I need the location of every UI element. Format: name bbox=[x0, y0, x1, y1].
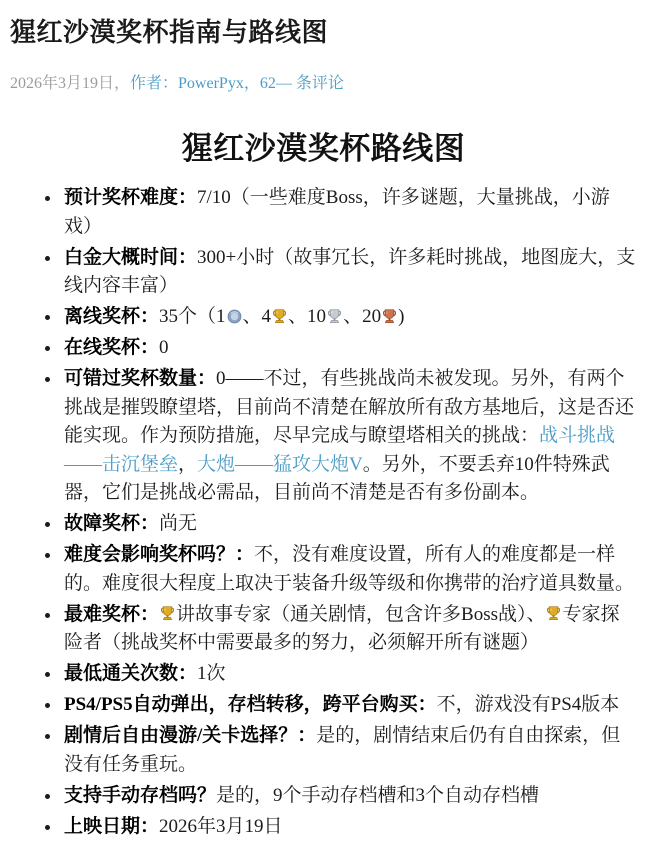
item-text: 7/10（一些难度Boss，许多谜题，大量挑战，小游戏） bbox=[64, 187, 610, 237]
challenge-link[interactable]: 战斗挑战——击沉堡垒 bbox=[64, 425, 616, 475]
item-text: 是的，剧情结束后仍有自由探索，但没有任务重玩。 bbox=[64, 725, 621, 775]
list-item bbox=[62, 691, 637, 720]
list-item bbox=[62, 541, 637, 598]
item-label: 离线奖杯： bbox=[64, 306, 160, 327]
item-text: 专家探险者（挑战奖杯中需要最多的努力，必须解开所有谜题） bbox=[64, 603, 620, 653]
item-text: 1次 bbox=[197, 663, 226, 684]
item-text: ) bbox=[398, 306, 405, 327]
item-label: 白金大概时间： bbox=[64, 246, 198, 268]
list-item bbox=[62, 365, 637, 508]
item-text: 2026年3月19日 bbox=[159, 815, 283, 837]
item-label: 可错过奖杯数量： bbox=[64, 368, 217, 389]
item-text: 、20 bbox=[343, 306, 382, 327]
list-item bbox=[62, 184, 637, 241]
page-title: 猩红沙漠奖杯指南与路线图 bbox=[10, 17, 329, 47]
byline-separator: ， bbox=[243, 75, 260, 92]
item-text: 0 bbox=[159, 337, 169, 358]
item-text: 不，没有难度设置，所有人的难度都是一样的。难度很大程度上取决于装备升级等级和你携带的治疗道具数量。 bbox=[64, 544, 635, 594]
list-item bbox=[62, 244, 637, 301]
byline bbox=[10, 70, 637, 93]
challenge-link[interactable]: 大炮——猛攻大炮V bbox=[197, 453, 363, 475]
list-item bbox=[62, 510, 637, 539]
trophy-gold-icon bbox=[545, 601, 562, 630]
roadmap-heading: 猩红沙漠奖杯路线图 bbox=[181, 131, 466, 166]
item-label: 预计奖杯难度： bbox=[64, 187, 198, 208]
byline-date: 2026年3月19日， bbox=[10, 75, 131, 92]
trophy-gold-icon bbox=[271, 303, 288, 332]
item-label: 上映日期： bbox=[64, 815, 160, 837]
item-text: 、4 bbox=[242, 306, 272, 327]
byline-author-label: 作者： bbox=[130, 75, 179, 92]
item-label: 最低通关次数： bbox=[64, 663, 198, 684]
trophy-gold-icon bbox=[159, 601, 176, 630]
roadmap-list bbox=[10, 184, 637, 841]
item-label: 最难奖杯： bbox=[64, 603, 160, 625]
item-text: ， bbox=[178, 453, 198, 475]
item-text: 不，游戏没有PS4版本 bbox=[436, 694, 620, 715]
item-text: 是的，9个手动存档槽和3个自动存档槽 bbox=[216, 784, 540, 806]
list-item bbox=[62, 722, 637, 779]
item-label: 在线奖杯： bbox=[64, 337, 160, 358]
trophy-bronze-icon bbox=[381, 303, 398, 332]
list-item bbox=[62, 303, 637, 332]
item-text: 35个（1 bbox=[159, 306, 226, 327]
item-label: 支持手动存档吗？ bbox=[64, 784, 217, 806]
item-text: 300+小时（故事冗长，许多耗时挑战，地图庞大，支线内容丰富） bbox=[64, 246, 636, 296]
list-item bbox=[62, 813, 637, 842]
trophy-platinum-icon bbox=[226, 303, 243, 332]
item-label: PS4/PS5自动弹出，存档转移，跨平台购买： bbox=[64, 694, 437, 715]
byline-author-link[interactable]: PowerPyx bbox=[178, 75, 244, 92]
item-text: 讲故事专家（通关剧情，包含许多Boss战）、 bbox=[176, 603, 546, 625]
item-label: 剧情后自由漫游/关卡选择？： bbox=[64, 725, 317, 746]
item-text: 尚无 bbox=[159, 513, 198, 534]
byline-comments-link[interactable]: 62— 条评论 bbox=[259, 75, 344, 92]
item-label: 难度会影响奖杯吗？： bbox=[64, 544, 255, 565]
item-label: 故障奖杯： bbox=[64, 513, 160, 534]
trophy-silver-icon bbox=[326, 303, 343, 332]
item-text: 。另外，不要丢弃10件特殊武器，它们是挑战必需品，目前尚不清楚是否有多份副本。 bbox=[64, 453, 610, 503]
item-text: 0——不过，有些挑战尚未被发现。另外，有两个挑战是摧毁瞭望塔，目前尚不清楚在解放所有敌方基地后，这是否还能实现。作为预防措施，尽早完成与瞭望塔相关的挑战： bbox=[64, 368, 635, 446]
list-item bbox=[62, 601, 637, 658]
item-text: 、10 bbox=[288, 306, 327, 327]
list-item bbox=[62, 334, 637, 363]
list-item bbox=[62, 660, 637, 689]
list-item bbox=[62, 782, 637, 811]
